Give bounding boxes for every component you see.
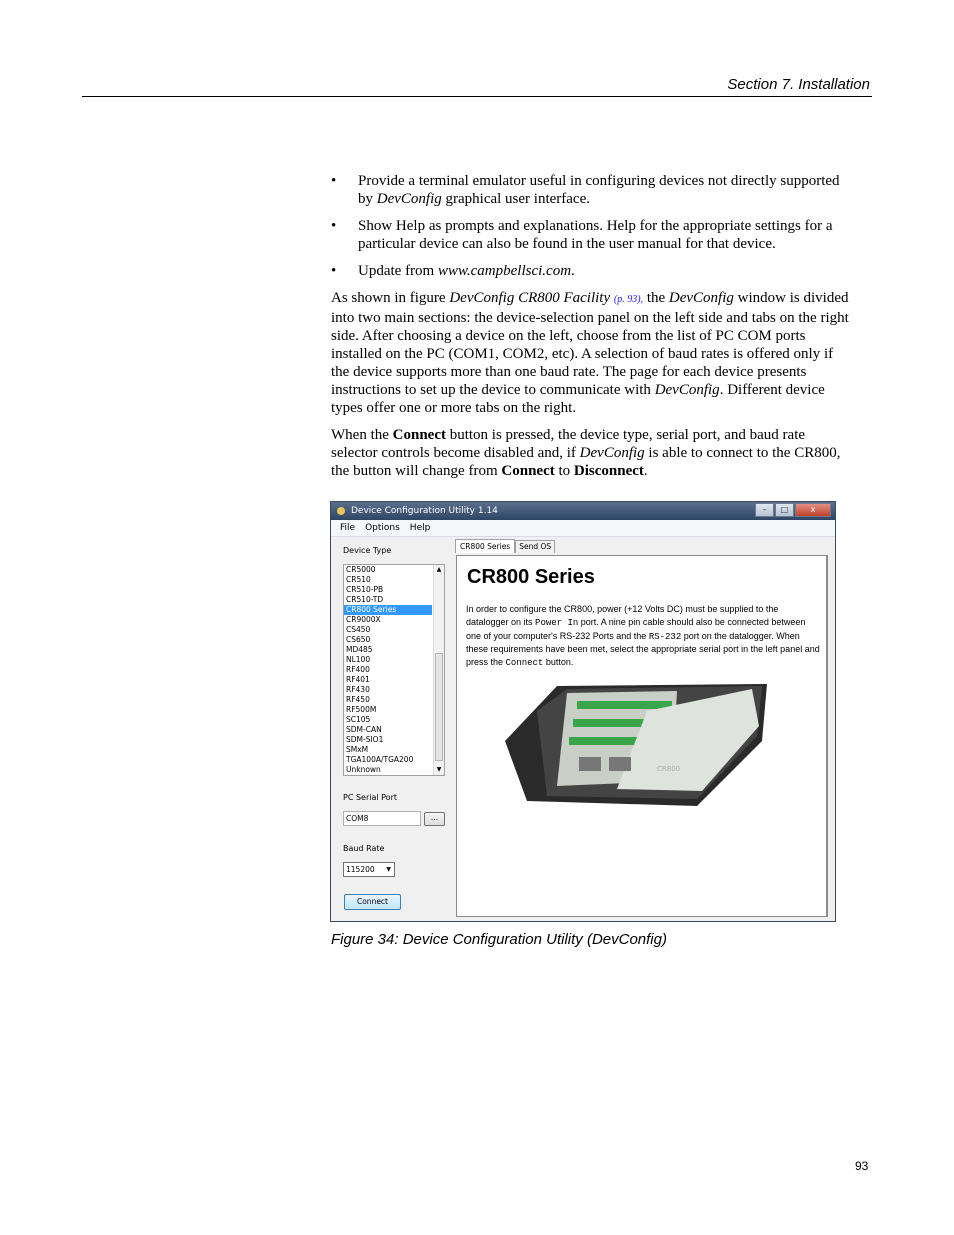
window-controls — [755, 503, 831, 517]
device-list-item[interactable]: CR5000 — [346, 565, 376, 574]
close-button[interactable]: x — [795, 503, 831, 517]
device-type-list[interactable] — [343, 564, 445, 776]
baud-rate-label: Baud Rate — [343, 844, 385, 853]
page-ref-link[interactable]: (p. 93), — [613, 294, 644, 305]
page-flow — [330, 172, 850, 948]
bullet-text: Provide a terminal emulator useful in configuring devices not directly supported by — [358, 173, 840, 207]
device-list-item[interactable]: RF401 — [346, 675, 370, 684]
serial-port-input[interactable]: COM8 — [343, 811, 421, 826]
bullet-link: www.campbellsci.com — [437, 263, 572, 279]
serial-port-label: PC Serial Port — [343, 793, 397, 802]
device-list-item[interactable]: CS650 — [346, 635, 371, 644]
baud-rate-select[interactable] — [343, 862, 395, 877]
device-list-item[interactable]: NL100 — [346, 655, 371, 664]
minimize-button[interactable]: – — [755, 503, 774, 517]
bullet-after: . — [571, 263, 575, 279]
window-title: Device Configuration Utility 1.14 — [351, 506, 498, 516]
tab-strip — [455, 539, 555, 553]
baud-rate-value: 115200 — [346, 865, 375, 874]
browse-port-button[interactable]: ... — [424, 812, 445, 826]
device-list-item[interactable]: SDM-SIO1 — [346, 735, 384, 744]
device-list-item[interactable]: SC105 — [346, 715, 371, 724]
section-header: Section 7. Installation — [727, 76, 870, 93]
scroll-down-icon[interactable]: ▼ — [436, 766, 442, 773]
device-list-item[interactable]: RF430 — [346, 685, 370, 694]
page-number: 93 — [855, 1159, 869, 1173]
app-icon — [337, 507, 345, 515]
device-list-item[interactable]: TGA100A/TGA200 — [346, 755, 414, 764]
paragraph-2: When the Connect button is pressed, the device type, serial port, and baud rate selector controls become disabled and, if DevConfig is able to connect to the CR800, the button will change from Connect to Disconnect. — [331, 427, 841, 479]
menu-help[interactable]: Help — [409, 523, 431, 533]
bullet-after: graphical user interface. — [441, 191, 590, 207]
chevron-down-icon: ▼ — [386, 866, 391, 873]
bullet-text: Update from — [358, 263, 438, 279]
body-text — [331, 172, 849, 492]
bullet-em: DevConfig — [376, 191, 442, 207]
bullet-item: • Show Help as prompts and explanations. Help for the appropriate settings for a particular device can also be found in the user manual for that device. — [331, 218, 833, 252]
menu-options[interactable]: Options — [365, 523, 400, 533]
device-list-item[interactable]: CR510-TD — [346, 595, 384, 604]
device-instructions: In order to configure the CR800, power (+12 Volts DC) must be supplied to the datalogger on its Power In port. A nine pin cable should also be connected between one of your computer's RS-232 Ports and the RS-232 port on the datalogger. When these requirements have been met, select the appropriate serial port in the left panel and press the Connect button. — [466, 604, 820, 669]
scroll-up-icon[interactable]: ▲ — [436, 566, 442, 573]
tab-content — [456, 555, 828, 917]
menu-bar — [331, 520, 835, 537]
paragraph-1: As shown in figure DevConfig CR800 Facility (p. 93), the DevConfig window is divided into two main sections: the device-selection panel on the left side and tabs on the right side. After choosing a device on the left, choose from the list of PC COM ports installed on the PC (COM1, COM2, etc). A selection of baud rates is offered only if the device supports more than one baud rate. The page for each device presents instructions to set up the device to communicate with DevConfig. Different device types offer one or more tabs on the right. — [331, 290, 849, 416]
device-label: CR800 — [657, 765, 681, 773]
connect-button[interactable]: Connect — [344, 894, 401, 910]
device-list-items — [344, 565, 432, 775]
figure-caption: Figure 34: Device Configuration Utility (DevConfig) — [331, 931, 667, 948]
device-list-item[interactable]: SDM-CAN — [346, 725, 382, 734]
bullet-item: • Provide a terminal emulator useful in configuring devices not directly supported by DevConfig graphical user interface. — [331, 173, 840, 207]
device-list-item[interactable]: SMxM — [346, 745, 369, 754]
bullet-text: Show Help as prompts and explanations. Help for the appropriate settings for a particular device can also be found in the user manual for that device. — [358, 218, 833, 252]
device-heading: CR800 Series — [467, 566, 595, 588]
device-list-item[interactable]: Unknown — [346, 765, 381, 774]
device-list-item[interactable]: CR510 — [346, 575, 371, 584]
maximize-button[interactable]: □ — [775, 503, 794, 517]
device-list-item[interactable]: CR9000X — [346, 615, 381, 624]
device-type-label: Device Type — [343, 546, 392, 555]
device-list-item[interactable]: RF500M — [346, 705, 377, 714]
device-list-item[interactable]: MD485 — [346, 645, 373, 654]
device-list-item[interactable]: CS450 — [346, 625, 371, 634]
tab-cr800-series[interactable]: CR800 Series — [455, 539, 515, 553]
device-list-item[interactable]: CR800 Series — [344, 605, 432, 615]
menu-file[interactable]: File — [340, 523, 356, 533]
list-scrollbar[interactable] — [433, 565, 444, 775]
bullet-item: • Update from www.campbellsci.com. — [331, 263, 575, 279]
header-rule — [82, 96, 872, 97]
cr800-device-image — [497, 681, 777, 811]
device-list-item[interactable]: RF450 — [346, 695, 370, 704]
scroll-thumb[interactable] — [435, 653, 443, 761]
device-list-item[interactable]: CR510-PB — [346, 585, 384, 594]
device-list-item[interactable]: RF400 — [346, 665, 370, 674]
devconfig-screenshot — [330, 501, 836, 922]
tab-send-os[interactable]: Send OS — [515, 540, 555, 553]
